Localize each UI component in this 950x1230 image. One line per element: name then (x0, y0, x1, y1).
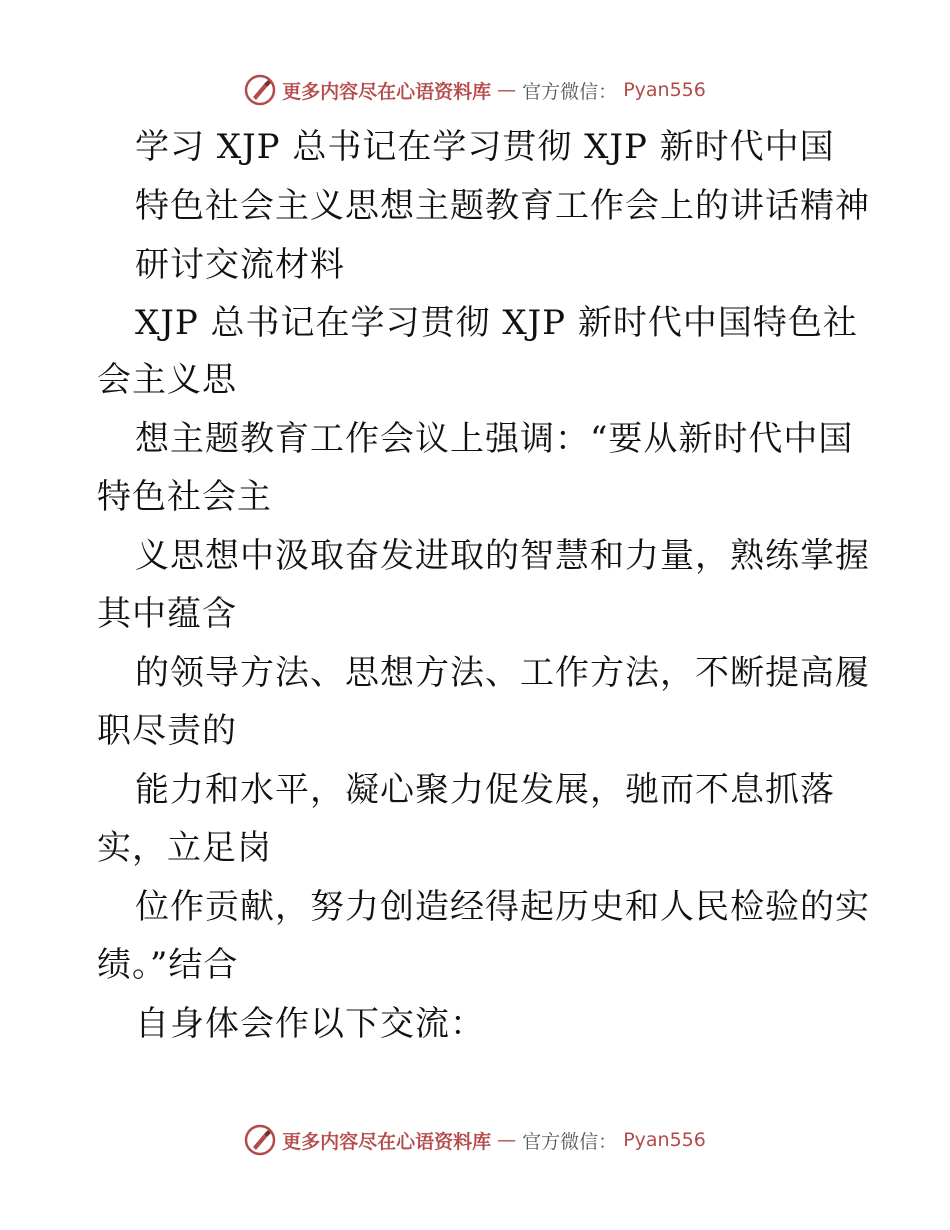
watermark-dash: — (497, 1129, 517, 1151)
title-line-3: 研讨交流材料 (135, 245, 345, 285)
body-line-2: 会主义思 (97, 360, 237, 400)
watermark-main-text: 更多内容尽在心语资料库 (282, 80, 492, 103)
header-watermark (0, 72, 950, 108)
body-line-9: 能力和水平，凝心聚力促发展，驰而不息抓落 (135, 770, 835, 810)
watermark-wechat-id: Pyan556 (623, 1129, 706, 1151)
body-line-7: 的领导方法、思想方法、工作方法，不断提高履 (135, 653, 870, 693)
watermark-dash: — (497, 79, 517, 101)
footer-watermark (0, 1122, 950, 1158)
body-line-8: 职尽责的 (97, 711, 237, 751)
body-line-3: 想主题教育工作会议上强调：“要从新时代中国 (135, 419, 854, 459)
body-line-12: 绩。”结合 (97, 945, 239, 985)
body-line-11: 位作贡献，努力创造经得起历史和人民检验的实 (135, 887, 870, 927)
body-line-6: 其中蕴含 (97, 594, 237, 634)
body-line-13: 自身体会作以下交流： (135, 1004, 485, 1044)
pen-logo-icon (244, 1124, 276, 1156)
title-line-2: 特色社会主义思想主题教育工作会上的讲话精神 (135, 186, 870, 226)
watermark-wechat-id: Pyan556 (623, 79, 706, 101)
watermark-main-text: 更多内容尽在心语资料库 (282, 1130, 492, 1153)
body-line-4: 特色社会主 (97, 477, 272, 517)
body-line-1: XJP 总书记在学习贯彻 XJP 新时代中国特色社 (135, 303, 858, 343)
title-line-1: 学习 XJP 总书记在学习贯彻 XJP 新时代中国 (135, 127, 835, 167)
watermark-wechat-label: 官方微信： (522, 1130, 618, 1153)
pen-logo-icon (244, 74, 276, 106)
body-line-10: 实，立足岗 (97, 828, 272, 868)
body-line-5: 义思想中汲取奋发进取的智慧和力量，熟练掌握 (135, 536, 870, 576)
watermark-wechat-label: 官方微信： (522, 80, 618, 103)
